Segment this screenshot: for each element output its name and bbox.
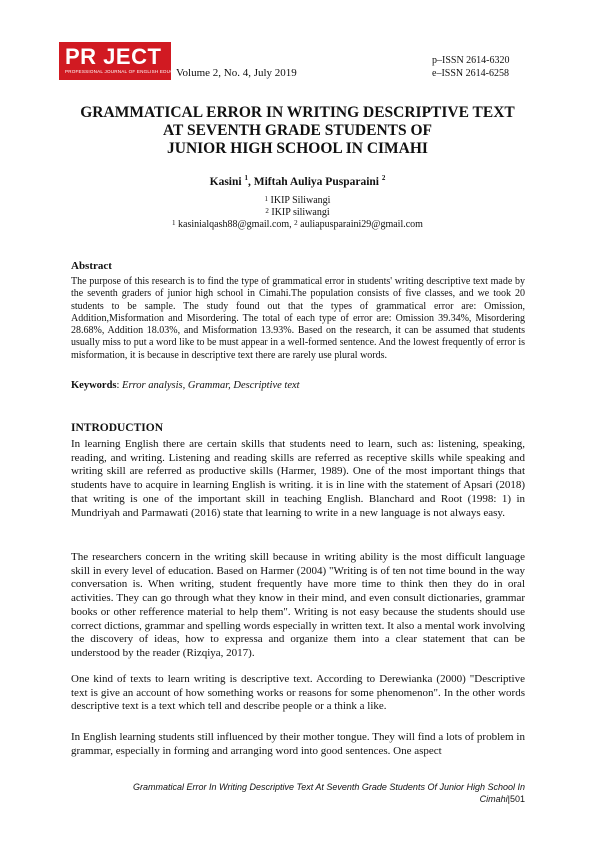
- journal-logo: [59, 42, 189, 80]
- email-1-sup: 1: [172, 219, 176, 227]
- email-2: auliapusparaini29@gmail.com: [300, 219, 423, 230]
- page-number: |501: [507, 794, 525, 804]
- aff-2-text: IKIP siliwangi: [271, 207, 330, 218]
- keywords-label: Keywords: [71, 380, 117, 391]
- intro-paragraph-4: In English learning students still influenced by their mother tongue. They will find a lots of problem in grammar, especially in forming and arranging word into good sentences. One aspect: [71, 731, 525, 757]
- title-line-1: GRAMMATICAL ERROR IN WRITING DESCRIPTIVE TEXT: [80, 104, 515, 121]
- introduction-heading: INTRODUCTION: [71, 422, 164, 434]
- email-1: kasinialqash88@gmail.com,: [178, 219, 292, 230]
- author-emails: [40, 219, 555, 231]
- logo-subtitle: PROFESSIONAL JOURNAL OF ENGLISH EDUCATION: [65, 69, 189, 74]
- author-1-sup: 1: [244, 174, 248, 182]
- keywords-text: Error analysis, Grammar, Descriptive text: [122, 380, 300, 391]
- intro-paragraph-2: The researchers concern in the writing skill because in writing ability is the most difficult language skill in every level of education. Based on Harmer (2004) "Writing is of ten not time bound in the way conversation is. When writing, student frequently have more time to think then they do in oral activities. They can go through what they know in their mind, and even consult dictionaries, grammar books or other refference material to help them". Writing is not easy because the students should use correct dictions, grammar and spelling words especially in written text. It also a mental work involving the discovery of ideas, how to expressa and organize them into a clear statement that can be understood by the reader (Rizqiya, 2017).: [71, 551, 525, 659]
- intro-paragraph-3: One kind of texts to learn writing is descriptive text. According to Derewianka (2000) "Descriptive text is give an account of how something works or reasons for some phenomenon". In the other words descriptive text is a text which tell and describe people or a think a like.: [71, 673, 525, 713]
- volume-info: Volume 2, No. 4, July 2019: [176, 67, 297, 79]
- title-line-3: JUNIOR HIGH SCHOOL IN CIMAHI: [167, 140, 428, 157]
- aff-1-sup: 1: [264, 195, 269, 203]
- abstract-text: The purpose of this research is to find the type of grammatical error in students' writing descriptive text made by the seventh graders of junior high school in Cimahi.The population consists of five classes, and we took 20 students to be sample. The study found out that the types of grammatical error are: Omission, Addition,Misformation and Misordering. The total of each type of error are: Omission 39.34%, Misordering 28.68%, Addition 18.03%, and Misformation 13.93%. Based on the research, it can be assumed that students usually miss to put a word like to be must appear in a well-formed sentence. And the lowest frequently of error is misformation, it is because in descriptive text there are rarely use plural words.: [71, 276, 525, 361]
- authors: [40, 176, 555, 188]
- author-1: Kasini: [209, 176, 242, 188]
- paper-title: [40, 104, 555, 158]
- running-title-line-1: Grammatical Error In Writing Descriptive Text At Seventh Grade Students Of Junior High School In: [133, 782, 525, 792]
- title-line-2: AT SEVENTH GRADE STUDENTS OF: [162, 122, 433, 139]
- abstract-heading: Abstract: [71, 260, 112, 272]
- logo-text: PR JECT: [65, 44, 162, 69]
- running-title-line-2: Cimahi: [479, 794, 508, 804]
- aff-1-text: IKIP Siliwangi: [270, 195, 331, 206]
- author-2-sup: 2: [381, 174, 386, 182]
- author-2: , Miftah Auliya Pusparaini: [247, 176, 379, 188]
- affiliation-1: [40, 195, 555, 207]
- email-2-sup: 2: [294, 219, 298, 227]
- affiliation-2: [40, 207, 555, 219]
- e-issn: e–ISSN 2614-6258: [432, 68, 509, 79]
- issn-block: [432, 54, 510, 80]
- page-footer: [71, 781, 525, 805]
- p-issn: p–ISSN 2614-6320: [432, 55, 510, 66]
- intro-paragraph-1: In learning English there are certain skills that students need to learn, such as: listening, speaking, reading, and writing. Listening and reading skills are referred as receptive skills while speaking and writing skill are referred as productive skills (Harmer, 1989). One of the most important things that students have to acquire in learning English is writing. it is in line with the statement of Apsari (2018) that writing is one of the important skill in teaching English. Blanchard and Root (1998: 1) in Mundriyah and Parmawati (2016) state that learning to write in a new language is not always easy.: [71, 438, 525, 519]
- keywords-colon: :: [116, 380, 120, 391]
- keywords: [71, 380, 300, 391]
- aff-2-sup: 2: [265, 207, 269, 215]
